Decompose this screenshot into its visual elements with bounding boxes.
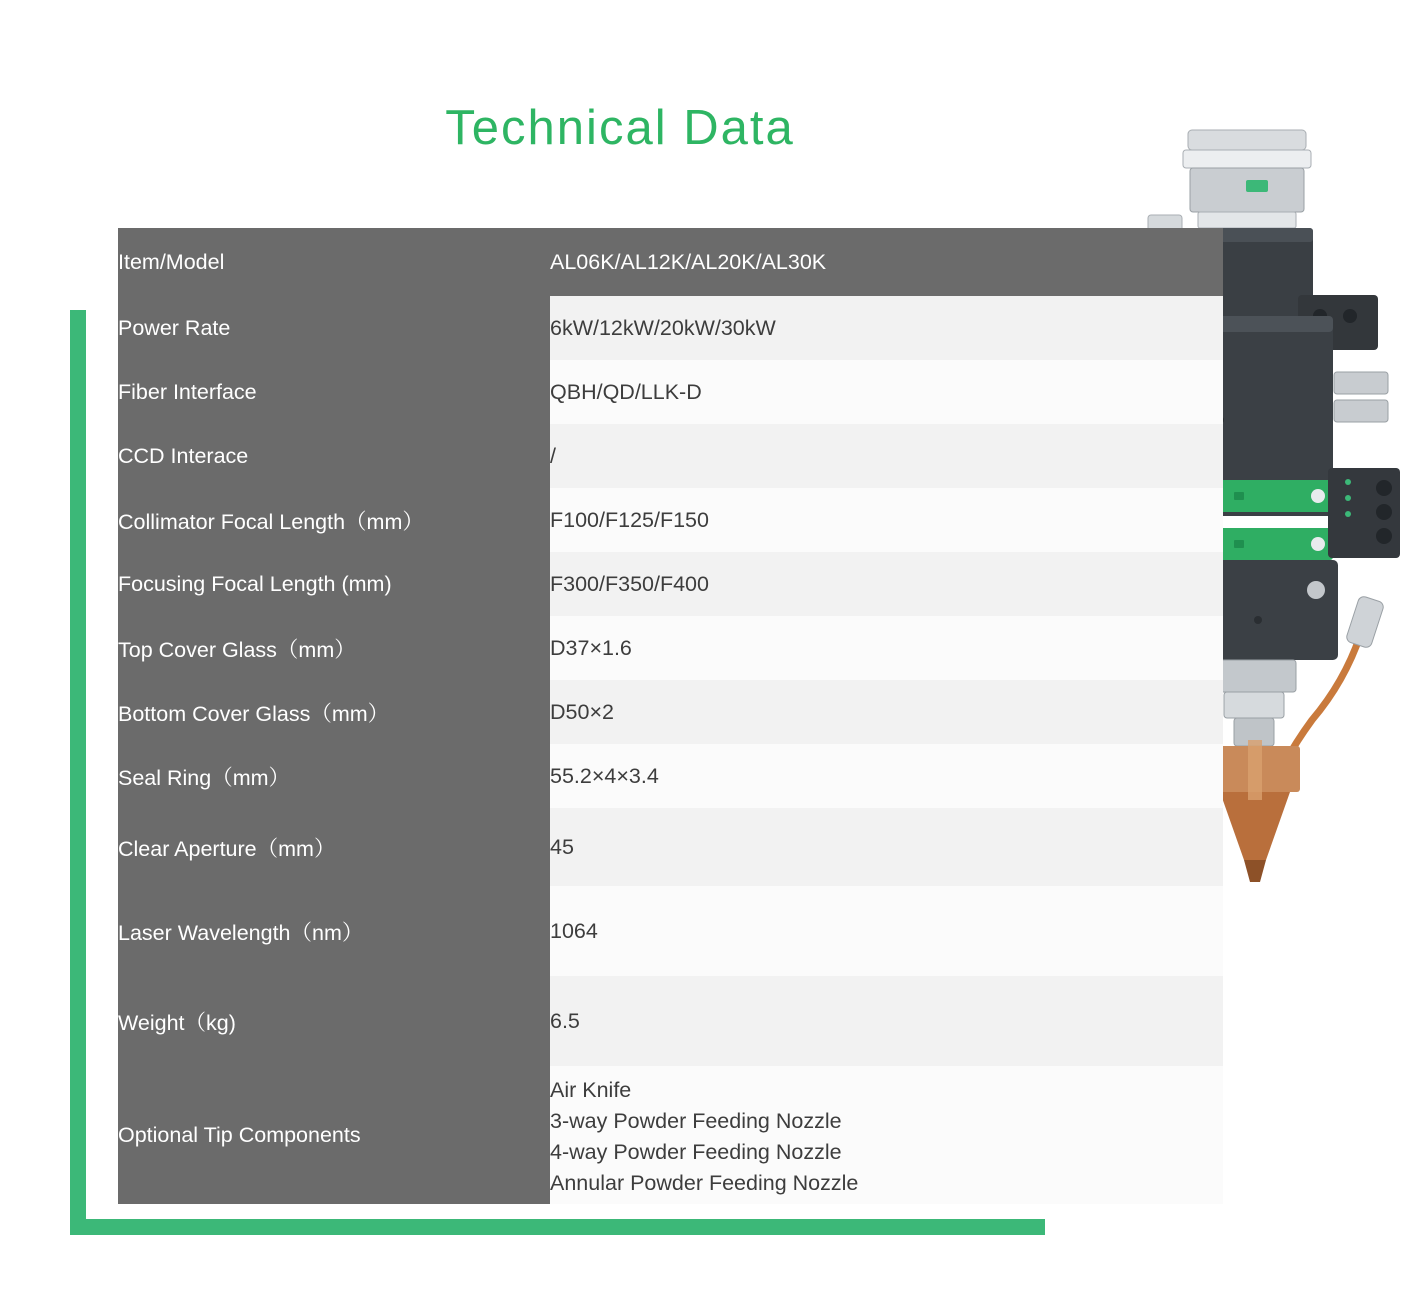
row-value: 6kW/12kW/20kW/30kW <box>550 296 1223 360</box>
row-value: F100/F125/F150 <box>550 488 1223 552</box>
technical-data-table <box>118 228 1223 1204</box>
row-label: Collimator Focal Length（mm） <box>118 488 550 552</box>
table-row-header <box>118 228 1223 296</box>
row-label: CCD Interace <box>118 424 550 488</box>
row-value: / <box>550 424 1223 488</box>
table-row <box>118 296 1223 360</box>
optional-item: 4-way Powder Feeding Nozzle <box>550 1140 842 1164</box>
row-label: Focusing Focal Length (mm) <box>118 552 550 616</box>
row-label: Clear Aperture（mm） <box>118 808 550 886</box>
row-value: QBH/QD/LLK-D <box>550 360 1223 424</box>
row-label: Laser Wavelength（nm） <box>118 886 550 976</box>
row-value: AL06K/AL12K/AL20K/AL30K <box>550 228 1223 296</box>
row-value: D50×2 <box>550 680 1223 744</box>
row-label: Optional Tip Components <box>118 1066 550 1204</box>
row-value: F300/F350/F400 <box>550 552 1223 616</box>
table-row <box>118 976 1223 1066</box>
table-row <box>118 488 1223 552</box>
optional-item: Air Knife <box>550 1077 632 1102</box>
table-row <box>118 744 1223 808</box>
row-label: Fiber Interface <box>118 360 550 424</box>
row-value: 45 <box>550 808 1223 886</box>
table-row <box>118 616 1223 680</box>
row-label: Item/Model <box>118 228 550 296</box>
table-row <box>118 680 1223 744</box>
table-row <box>118 360 1223 424</box>
page-title: Technical Data <box>445 101 795 155</box>
row-value: 6.5 <box>550 976 1223 1066</box>
row-label: Power Rate <box>118 296 550 360</box>
row-value: 55.2×4×3.4 <box>550 744 1223 808</box>
row-label: Weight（kg) <box>118 976 550 1066</box>
row-label: Top Cover Glass（mm） <box>118 616 550 680</box>
row-label: Seal Ring（mm） <box>118 744 550 808</box>
table-row-optional <box>118 1066 1223 1204</box>
row-value <box>550 1066 1223 1204</box>
optional-item: Annular Powder Feeding Nozzle <box>550 1171 859 1196</box>
table-row <box>118 552 1223 616</box>
table-row <box>118 424 1223 488</box>
table-row <box>118 886 1223 976</box>
row-value: 1064 <box>550 886 1223 976</box>
row-label: Bottom Cover Glass（mm） <box>118 680 550 744</box>
optional-item: 3-way Powder Feeding Nozzle <box>550 1108 842 1133</box>
table-row <box>118 808 1223 886</box>
row-value: D37×1.6 <box>550 616 1223 680</box>
